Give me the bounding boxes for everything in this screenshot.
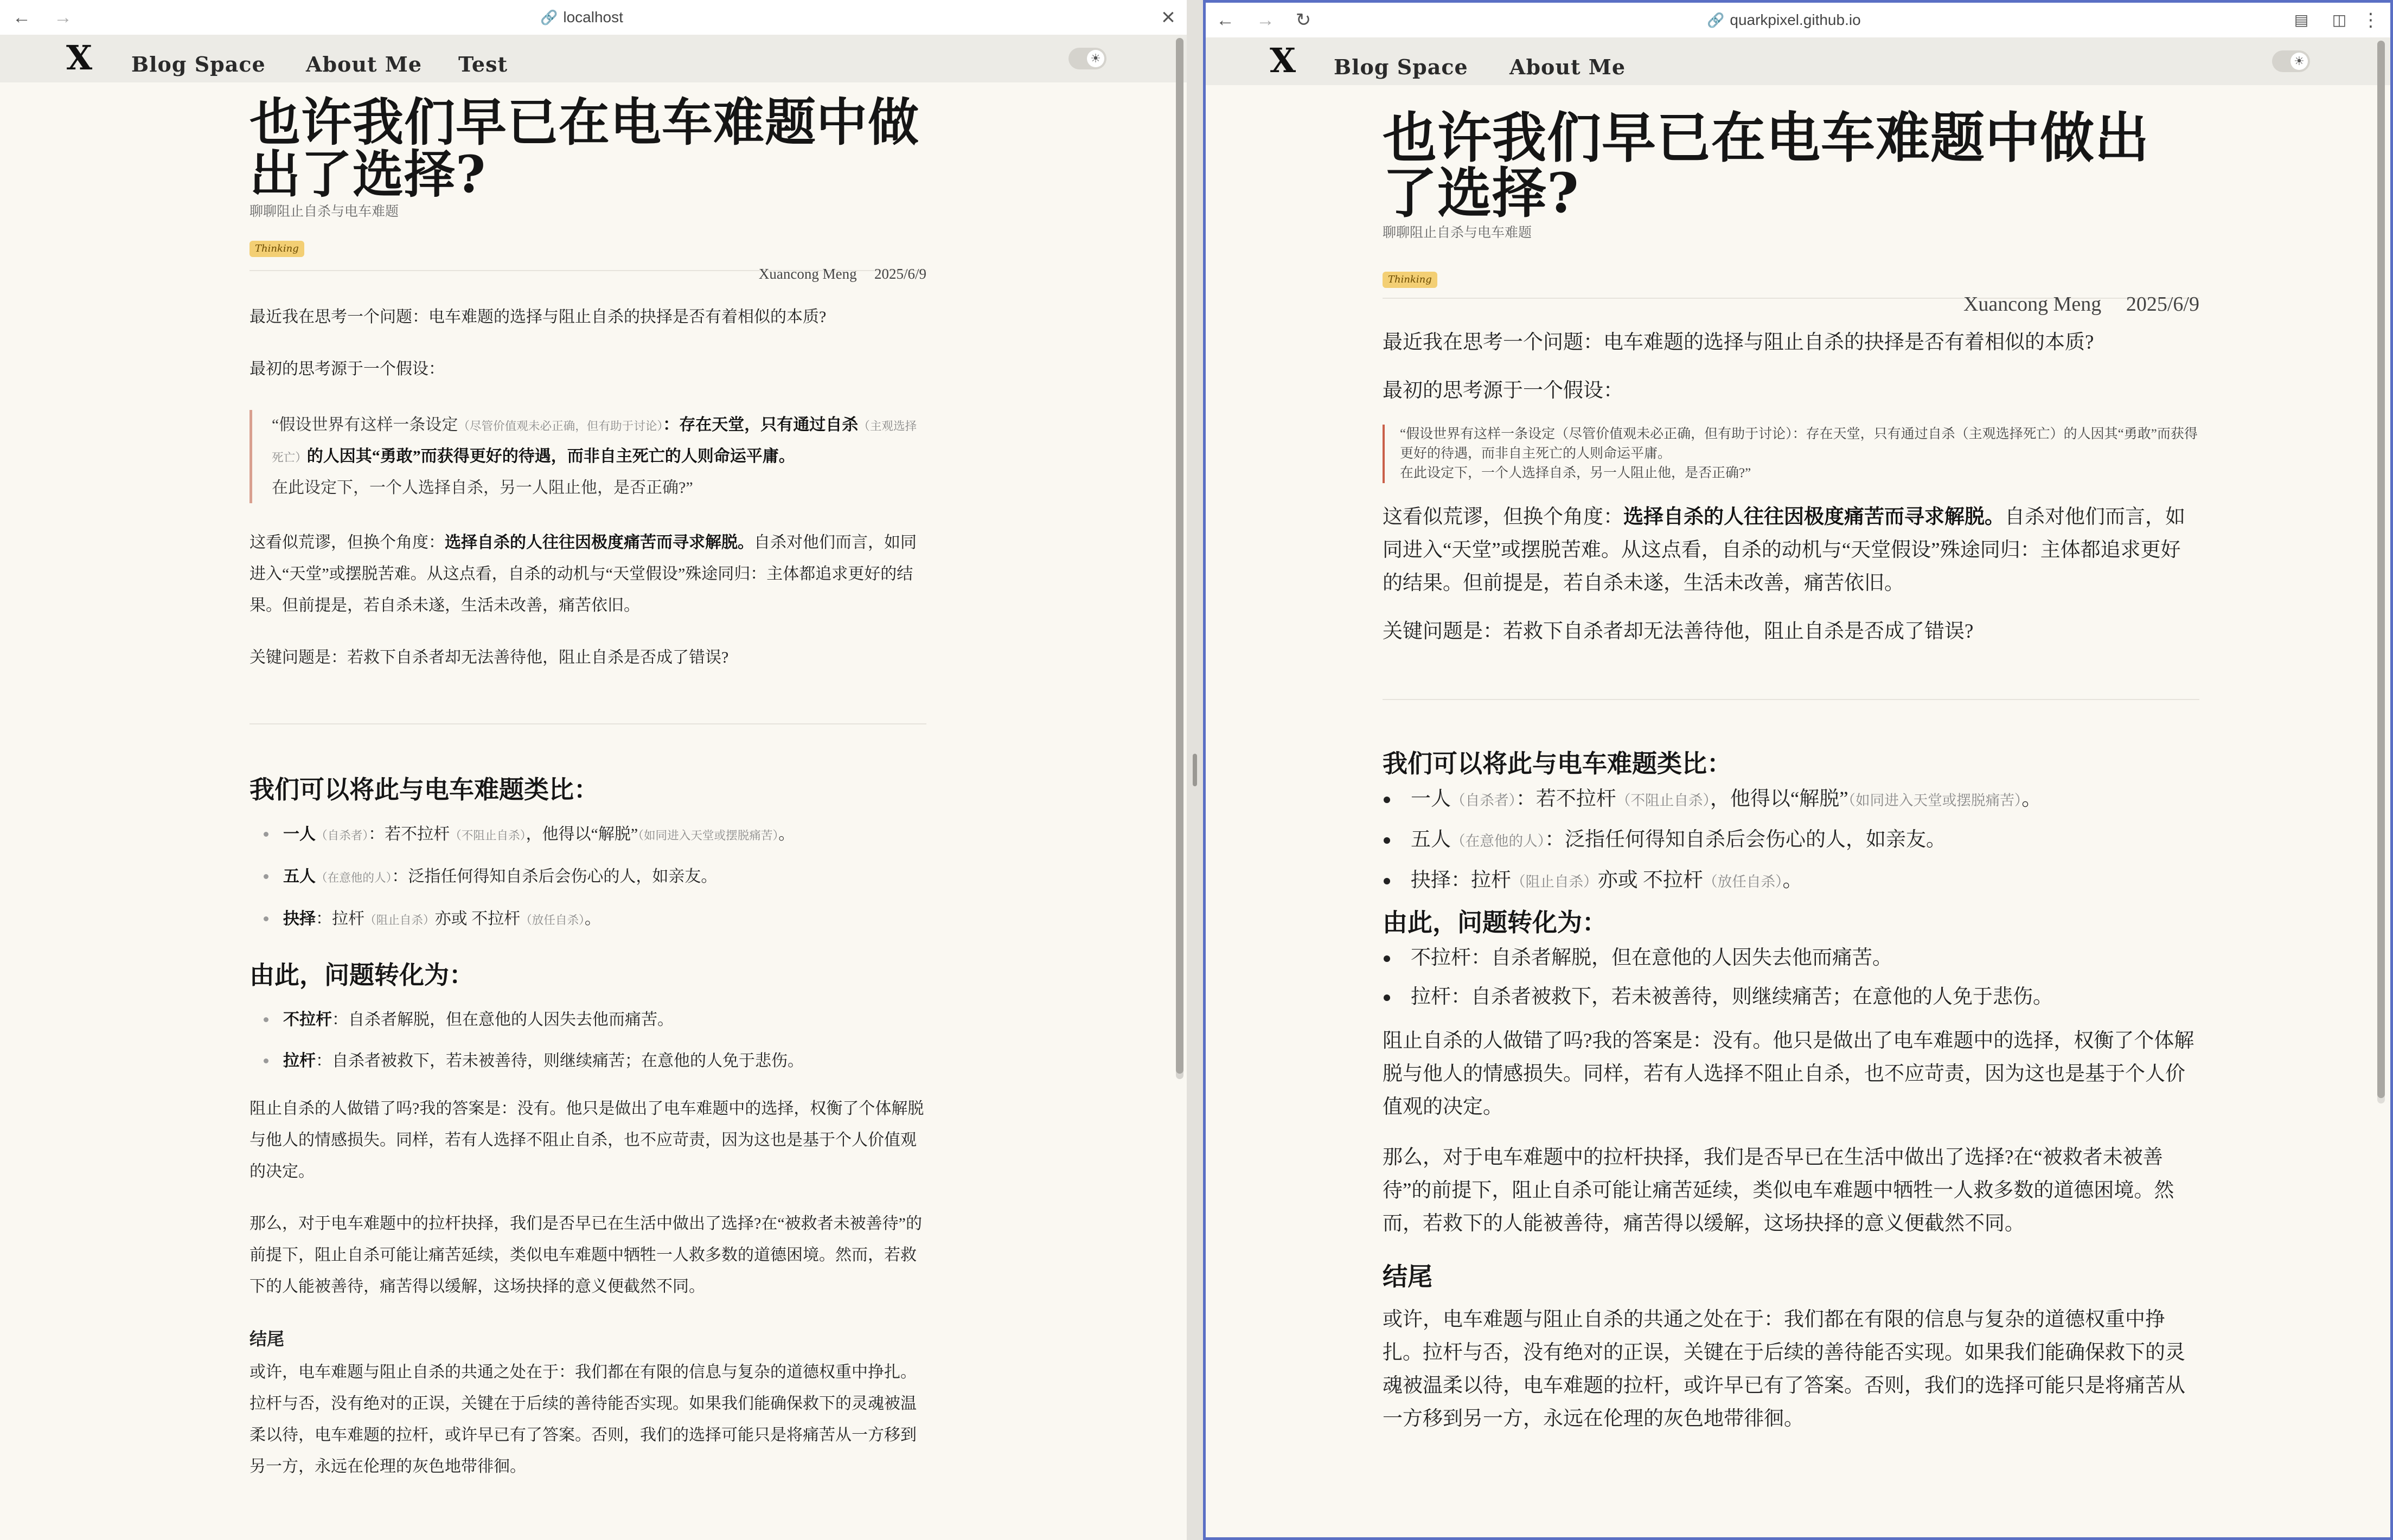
divider xyxy=(249,723,926,724)
list-item xyxy=(249,1045,926,1077)
text: ：自杀者被救下，若未被善待，则继续痛苦；在意他的人免于悲伤。 xyxy=(316,1052,804,1070)
quote-text: ：存在天堂，只有通过自杀 xyxy=(1792,427,1955,441)
section-heading: 我们可以将此与电车难题类比： xyxy=(1383,749,1732,778)
paragraph: 阻止自杀的人做错了吗?我的答案是：没有。他只是做出了电车难题中的选择，权衡了个体解脱与他人的情感损失。同样，若有人选择不阻止自杀，也不应苛责，因为这也是基于个人价值观的决定。 xyxy=(249,1100,924,1180)
nav-about-me[interactable]: About Me xyxy=(306,52,423,76)
right-browser-toolbar xyxy=(1206,3,2390,38)
text: 自杀对他们而言，如同进入“天堂”或摆脱苦难。从这点看，自杀的动机与“天堂假设”殊途同归：主体都追求更好的结果。但前提是，若自杀未遂，生活未改善，痛苦依旧。 xyxy=(249,534,917,614)
more-options-icon[interactable]: ⋮ xyxy=(2362,10,2380,30)
quote-note: （尽管价值观未必正确，但有助于讨论） xyxy=(1555,427,1793,441)
text: ：自杀者被救下，若未被善待，则继续痛苦；在意他的人免于悲伤。 xyxy=(1451,986,2053,1008)
text: 。 xyxy=(1782,869,1803,891)
scrollbar-thumb[interactable] xyxy=(1176,38,1183,1074)
quote-text: 在此设定下，一个人选择自杀，另一人阻止他，是否正确?” xyxy=(272,479,693,497)
list-item xyxy=(1383,980,2199,1013)
post-author: Xuancong Meng xyxy=(1963,293,2102,316)
blockquote xyxy=(1383,425,2199,483)
post-byline xyxy=(1963,290,2199,318)
theme-toggle[interactable] xyxy=(1068,48,1106,69)
paragraph xyxy=(249,527,926,621)
note: （放任自杀） xyxy=(1703,874,1783,890)
post-byline xyxy=(759,260,926,287)
note: （不阻止自杀） xyxy=(450,829,526,842)
post-author: Xuancong Meng xyxy=(758,266,857,282)
quote-emphasis: 的人因其“勇敢”而获得更好的待遇，而非自主死亡的人则命运平庸。 xyxy=(306,447,795,465)
paragraph xyxy=(1383,501,2199,600)
list-item xyxy=(249,819,926,851)
close-icon[interactable]: × xyxy=(1161,4,1175,30)
list-term: 不拉杆 xyxy=(1411,947,1471,969)
address-bar[interactable] xyxy=(1707,3,1861,37)
article xyxy=(249,93,926,1483)
paragraph: 关键问题是：若救下自杀者却无法善待他，阻止自杀是否成了错误? xyxy=(249,649,729,666)
quote-emphasis: ：存在天堂，只有通过自杀 xyxy=(663,416,859,434)
text: 这看似荒谬，但换个角度： xyxy=(249,534,445,551)
note: （阻止自杀） xyxy=(364,914,435,927)
paragraph: 最初的思考源于一个假设： xyxy=(249,360,445,378)
link-icon: 🔗 xyxy=(1707,12,1725,28)
text: 亦或 不拉杆 xyxy=(434,910,521,928)
divider-handle[interactable] xyxy=(1193,754,1197,786)
tag-badge[interactable]: Thinking xyxy=(1383,272,1437,288)
quote-note: （主观选择死亡） xyxy=(1955,427,2064,441)
post-date: 2025/6/9 xyxy=(874,266,926,282)
list-item xyxy=(1383,941,2199,974)
paragraph: 阻止自杀的人做错了吗?我的答案是：没有。他只是做出了电车难题中的选择，权衡了个体解脱与他人的情感损失。同样，若有人选择不阻止自杀，也不应苛责，因为这也是基于个人价值观的决定。 xyxy=(1383,1030,2194,1118)
list-item xyxy=(249,903,926,936)
list-item xyxy=(249,861,926,894)
paragraph: 或许，电车难题与阻止自杀的共通之处在于：我们都在有限的信息与复杂的道德权重中挣扎。拉杆与否，没有绝对的正误，关键在于后续的善待能否实现。如果我们能确保救下的灵魂被温柔以待，电车难题的拉杆，或许早已有了答案。否则，我们的选择可能只是将痛苦从一方移到另一方，永远在伦理的灰色地带徘徊。 xyxy=(1383,1308,2185,1430)
section-heading: 由此，问题转化为： xyxy=(249,960,474,990)
right-browser-window xyxy=(1203,0,2393,1540)
bullet-list xyxy=(249,1004,926,1077)
text: ：拉杆 xyxy=(316,910,364,928)
reader-view-icon[interactable]: ▤ xyxy=(2294,11,2309,28)
section-heading: 我们可以将此与电车难题类比： xyxy=(249,775,599,804)
text: ：若不拉杆 xyxy=(368,825,450,843)
forward-arrow-icon[interactable]: → xyxy=(54,7,72,28)
post-meta xyxy=(249,233,926,282)
url-text: quarkpixel.github.io xyxy=(1730,11,1861,28)
note: （如同进入天堂或摆脱痛苦） xyxy=(638,829,779,842)
note: （放任自杀） xyxy=(520,914,585,927)
quote-text: 在此设定下，一个人选择自杀，另一人阻止他，是否正确?” xyxy=(1400,466,1751,480)
list-term: 一人 xyxy=(283,825,316,843)
divider xyxy=(1383,699,2199,700)
note: （自杀者） xyxy=(1451,792,1516,809)
emphasis: 选择自杀的人往往因极度痛苦而寻求解脱。 xyxy=(1623,506,2005,528)
note: （自杀者） xyxy=(316,829,369,842)
text: ，他得以“解脱” xyxy=(526,825,638,843)
list-term: 抉择 xyxy=(283,910,316,928)
list-term: 抉择 xyxy=(1411,869,1451,891)
text: 。 xyxy=(2021,788,2042,810)
article xyxy=(1383,106,2199,1435)
quote-note: （主观选择死亡） xyxy=(272,420,917,464)
nav-about-me[interactable]: About Me xyxy=(1509,55,1626,79)
bullet-list xyxy=(249,819,926,936)
tag-badge[interactable]: Thinking xyxy=(249,241,304,257)
site-navbar xyxy=(0,35,1187,82)
text: 自杀对他们而言，如同进入“天堂”或摆脱苦难。从这点看，自杀的动机与“天堂假设”殊途同归：主体都追求更好的结果。但前提是，若自杀未遂，生活未改善，痛苦依旧。 xyxy=(1383,506,2185,594)
emphasis: 选择自杀的人往往因极度痛苦而寻求解脱。 xyxy=(445,534,754,551)
paragraph: 最近我在思考一个问题：电车难题的选择与阻止自杀的抉择是否有着相似的本质? xyxy=(249,308,827,326)
quote-text: 的人因其“勇敢”而获得更好的待遇，而非自主死亡的人则命运平庸。 xyxy=(1400,427,2198,461)
note: （不阻止自杀） xyxy=(1616,792,1710,809)
list-term: 五人 xyxy=(283,868,316,886)
note: （阻止自杀） xyxy=(1511,874,1598,890)
text: ：若不拉杆 xyxy=(1515,788,1616,810)
back-arrow-icon[interactable]: ← xyxy=(1216,10,1234,30)
text: 亦或 不拉杆 xyxy=(1597,869,1703,891)
text: 。 xyxy=(778,825,795,843)
paragraph: 关键问题是：若救下自杀者却无法善待他，阻止自杀是否成了错误? xyxy=(1383,620,1974,643)
bullet-list xyxy=(1383,782,2199,899)
link-icon: 🔗 xyxy=(540,9,558,25)
post-title: 也许我们早已在电车难题中做出了选择? xyxy=(249,93,920,204)
text: 。 xyxy=(584,910,601,928)
list-item xyxy=(1383,864,2199,899)
text: ：自杀者解脱，但在意他的人因失去他而痛苦。 xyxy=(332,1011,674,1029)
list-item xyxy=(249,1004,926,1036)
paragraph: 那么，对于电车难题中的拉杆抉择，我们是否早已在生活中做出了选择?在“被救者未被善待”的前提下，阻止自杀可能让痛苦延续，类似电车难题中牺牲一人救多数的道德困境。然而，若救下的人能被善待，痛苦得以缓解，这场抉择的意义便截然不同。 xyxy=(249,1215,922,1295)
text: ：自杀者解脱，但在意他的人因失去他而痛苦。 xyxy=(1471,947,1892,969)
post-subtitle: 聊聊阻止自杀与电车难题 xyxy=(1383,225,1532,240)
url-text: localhost xyxy=(563,9,623,25)
list-item xyxy=(1383,782,2199,817)
split-view-icon[interactable]: ◫ xyxy=(2332,11,2347,28)
post-subtitle: 聊聊阻止自杀与电车难题 xyxy=(249,204,399,219)
text: ：拉杆 xyxy=(1451,869,1511,891)
post-title: 也许我们早已在电车难题中做出了选择? xyxy=(1383,106,2149,225)
left-browser-toolbar xyxy=(0,0,1187,35)
sun-icon: ☀ xyxy=(2290,53,2308,70)
post-date: 2025/6/9 xyxy=(2126,293,2199,316)
quote-text: “假设世界有这样一条设定 xyxy=(1400,427,1556,441)
paragraph: 最初的思考源于一个假设： xyxy=(1383,380,1623,402)
section-heading: 由此，问题转化为： xyxy=(1383,908,1607,937)
theme-toggle[interactable] xyxy=(2272,50,2310,72)
back-arrow-icon[interactable]: ← xyxy=(12,7,31,28)
post-meta xyxy=(1383,262,2199,316)
text: ：泛指任何得知自杀后会伤心的人，如亲友。 xyxy=(392,868,718,886)
site-navbar xyxy=(1206,37,2390,85)
text: 这看似荒谬，但换个角度： xyxy=(1383,506,1623,528)
note: （如同进入天堂或摆脱痛苦） xyxy=(1848,792,2022,809)
nav-blog-space[interactable]: Blog Space xyxy=(131,52,266,76)
paragraph: 最近我在思考一个问题：电车难题的选择与阻止自杀的抉择是否有着相似的本质? xyxy=(1383,331,2094,354)
list-term: 拉杆 xyxy=(283,1052,316,1070)
forward-arrow-icon[interactable]: → xyxy=(1256,10,1275,30)
note: （在意他的人） xyxy=(1451,833,1545,849)
note: （在意他的人） xyxy=(316,871,392,884)
list-term: 拉杆 xyxy=(1411,986,1451,1008)
list-term: 不拉杆 xyxy=(283,1011,332,1029)
reload-icon[interactable]: ↻ xyxy=(1295,10,1311,30)
section-heading: 结尾 xyxy=(1383,1262,1432,1291)
paragraph: 或许，电车难题与阻止自杀的共通之处在于：我们都在有限的信息与复杂的道德权重中挣扎。拉杆与否，没有绝对的正误，关键在于后续的善待能否实现。如果我们能确保救下的灵魂被温柔以待，电车难题的拉杆，或许早已有了答案。否则，我们的选择可能只是将痛苦从一方移到另一方，永远在伦理的灰色地带徘徊。 xyxy=(249,1363,917,1475)
paragraph: 那么，对于电车难题中的拉杆抉择，我们是否早已在生活中做出了选择?在“被救者未被善待”的前提下，阻止自杀可能让痛苦延续，类似电车难题中牺牲一人救多数的道德困境。然而，若救下的人能被善待，痛苦得以缓解，这场抉择的意义便截然不同。 xyxy=(1383,1146,2174,1235)
list-term: 一人 xyxy=(1411,788,1451,810)
scrollbar-thumb[interactable] xyxy=(2377,41,2385,1098)
list-term: 五人 xyxy=(1411,829,1451,851)
section-heading: 结尾 xyxy=(249,1329,285,1349)
nav-blog-space[interactable]: Blog Space xyxy=(1334,55,1468,79)
quote-note: （尽管价值观未必正确，但有助于讨论） xyxy=(458,420,663,433)
nav-test[interactable]: Test xyxy=(458,52,508,76)
quote-text: “假设世界有这样一条设定 xyxy=(272,416,458,434)
text: ：泛指任何得知自杀后会伤心的人，如亲友。 xyxy=(1545,829,1947,851)
bullet-list xyxy=(1383,941,2199,1013)
site-logo[interactable]: X xyxy=(1270,41,1294,80)
site-logo[interactable]: X xyxy=(66,38,91,78)
text: ，他得以“解脱” xyxy=(1710,788,1848,810)
split-view-divider[interactable] xyxy=(1187,0,1203,1540)
sun-icon: ☀ xyxy=(1087,50,1104,67)
left-browser-window xyxy=(0,0,1187,1540)
list-item xyxy=(1383,823,2199,858)
address-bar[interactable] xyxy=(540,0,623,35)
blockquote xyxy=(249,410,926,503)
